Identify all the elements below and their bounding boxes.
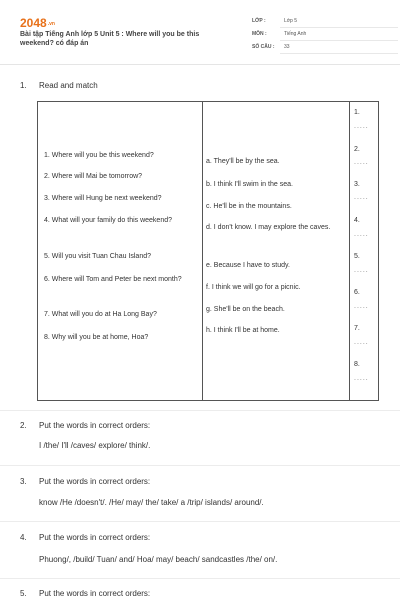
meta-value: 33 (284, 44, 290, 50)
meta-label: MÔN : (252, 31, 267, 37)
answer-label: 8. (354, 361, 360, 368)
logo-text: 2048 (20, 16, 47, 30)
meta-count (252, 44, 290, 50)
question-4 (20, 533, 150, 542)
match-question: 7. What will you do at Ha Long Bay? (44, 311, 157, 318)
meta-underline (280, 53, 398, 54)
question-4-words: Phuong/, /build/ Tuan/ and/ Hoa/ may/ beach/ sandcastles /the/ on/. (39, 555, 278, 564)
match-question: 2. Where will Mai be tomorrow? (44, 173, 143, 180)
answer-blank[interactable]: ..... (354, 194, 369, 201)
answer-blank[interactable]: ..... (354, 339, 369, 346)
meta-value: Lớp 5 (284, 18, 298, 24)
match-answer: f. I think we will go for a picnic. (206, 284, 301, 291)
answer-label: 4. (354, 217, 360, 224)
meta-underline (280, 40, 398, 41)
match-table (37, 101, 379, 401)
question-number: 1. (20, 81, 27, 90)
answer-blank[interactable]: ..... (354, 303, 369, 310)
meta-label: SỐ CÂU : (252, 44, 275, 50)
answer-blank[interactable]: ..... (354, 123, 369, 130)
answer-label: 2. (354, 146, 360, 153)
meta-class (252, 18, 297, 24)
match-answer: g. She'll be on the beach. (206, 306, 285, 313)
section-divider (0, 410, 400, 411)
match-question: 1. Where will you be this weekend? (44, 152, 154, 159)
column-divider (202, 102, 203, 400)
meta-label: LỚP : (252, 18, 266, 24)
answer-label: 5. (354, 253, 360, 260)
section-divider (0, 465, 400, 466)
question-instruction: Put the words in correct orders: (39, 589, 151, 598)
match-answer: e. Because I have to study. (206, 262, 290, 269)
match-question: 6. Where will Tom and Peter be next month? (44, 276, 182, 283)
match-answer: b. I think I'll swim in the sea. (206, 181, 293, 188)
match-question: 4. What will your family do this weekend? (44, 217, 172, 224)
match-answer: h. I think I'll be at home. (206, 327, 280, 334)
match-answer: c. He'll be in the mountains. (206, 203, 292, 210)
meta-subject (252, 31, 306, 37)
question-number: 4. (20, 533, 27, 542)
question-instruction: Read and match (39, 81, 98, 90)
question-2 (20, 421, 150, 430)
question-1 (20, 81, 98, 90)
answer-label: 3. (354, 181, 360, 188)
match-question: 8. Why will you be at home, Hoa? (44, 334, 149, 341)
answer-label: 1. (354, 109, 360, 116)
site-logo[interactable] (20, 16, 55, 30)
header-divider (0, 64, 400, 65)
question-instruction: Put the words in correct orders: (39, 477, 151, 486)
match-answer: d. I don't know. I may explore the caves. (206, 224, 331, 231)
question-5 (20, 589, 150, 598)
page-title: Bài tập Tiếng Anh lớp 5 Unit 5 : Where will you be this weekend? có đáp án (20, 31, 200, 47)
question-instruction: Put the words in correct orders: (39, 533, 151, 542)
section-divider (0, 578, 400, 579)
question-2-words: I /the/ I'll /caves/ explore/ think/. (39, 441, 151, 450)
answer-blank[interactable]: ..... (354, 231, 369, 238)
question-number: 3. (20, 477, 27, 486)
section-divider (0, 521, 400, 522)
match-answer: a. They'll be by the sea. (206, 158, 280, 165)
page-header (0, 0, 400, 64)
logo-suffix: .vn (47, 20, 55, 27)
meta-underline (280, 27, 398, 28)
match-question: 3. Where will Hung be next weekend? (44, 195, 162, 202)
answer-blank[interactable]: ..... (354, 375, 369, 382)
answer-blank[interactable]: ..... (354, 159, 369, 166)
match-question: 5. Will you visit Tuan Chau Island? (44, 253, 151, 260)
answer-blank[interactable]: ..... (354, 267, 369, 274)
column-divider (349, 102, 350, 400)
question-3 (20, 477, 150, 486)
question-instruction: Put the words in correct orders: (39, 421, 151, 430)
question-number: 2. (20, 421, 27, 430)
question-3-words: know /He /doesn't/. /He/ may/ the/ take/ a /trip/ islands/ around/. (39, 498, 264, 507)
answer-label: 6. (354, 289, 360, 296)
meta-value: Tiếng Anh (284, 31, 307, 37)
question-number: 5. (20, 589, 27, 598)
answer-label: 7. (354, 325, 360, 332)
